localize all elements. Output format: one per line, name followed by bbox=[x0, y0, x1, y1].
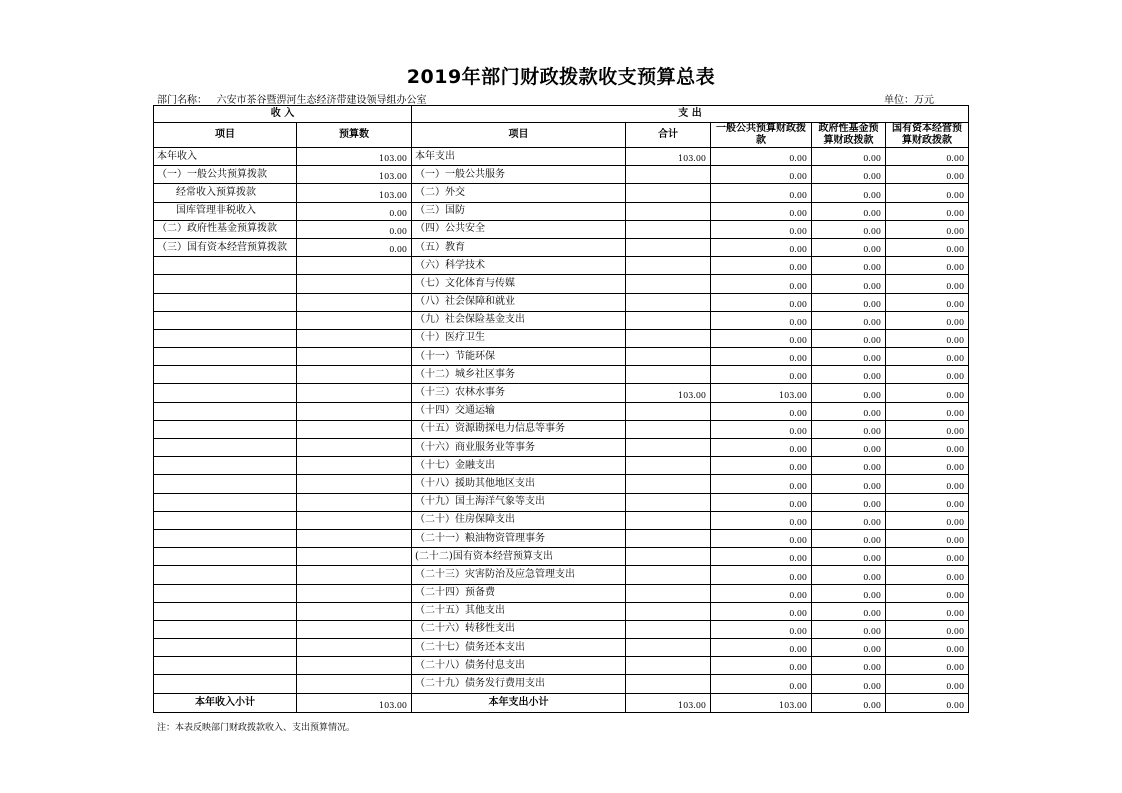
table-row bbox=[154, 548, 969, 566]
total-subtotal-value: 103.00 bbox=[626, 693, 711, 712]
expense-item-cell: 本年支出 bbox=[412, 148, 626, 166]
state-capital-header: 国有资本经营预算财政拨款 bbox=[886, 123, 969, 148]
total-cell: 103.00 bbox=[626, 148, 711, 166]
total-cell bbox=[626, 657, 711, 675]
expense-item-cell: （十八）援助其他地区支出 bbox=[412, 475, 626, 493]
table-row bbox=[154, 457, 969, 475]
income-value-cell bbox=[297, 511, 412, 529]
department-label: 部门名称： bbox=[157, 95, 207, 106]
income-value-cell bbox=[297, 402, 412, 420]
income-section-header: 收 入 bbox=[154, 106, 412, 123]
gov-fund-cell: 0.00 bbox=[812, 457, 886, 475]
total-cell bbox=[626, 366, 711, 384]
state-capital-cell: 0.00 bbox=[886, 566, 969, 584]
general-budget-cell: 0.00 bbox=[711, 348, 812, 366]
general-budget-cell: 0.00 bbox=[711, 329, 812, 347]
state-capital-cell: 0.00 bbox=[886, 384, 969, 402]
general-budget-cell: 0.00 bbox=[711, 657, 812, 675]
income-value-cell bbox=[297, 475, 412, 493]
total-cell bbox=[626, 184, 711, 202]
general-budget-cell: 0.00 bbox=[711, 457, 812, 475]
expense-item-cell: （二）外交 bbox=[412, 184, 626, 202]
income-value-cell: 0.00 bbox=[297, 238, 412, 256]
expense-item-cell: （二十九）债务发行费用支出 bbox=[412, 675, 626, 693]
income-item-cell bbox=[154, 620, 297, 638]
general-budget-cell: 0.00 bbox=[711, 220, 812, 238]
gov-fund-cell: 0.00 bbox=[812, 548, 886, 566]
income-item-cell bbox=[154, 657, 297, 675]
table-row bbox=[154, 329, 969, 347]
expense-section-header: 支 出 bbox=[412, 106, 969, 123]
general-budget-cell: 0.00 bbox=[711, 584, 812, 602]
state-capital-cell: 0.00 bbox=[886, 584, 969, 602]
unit-label: 单位：万元 bbox=[884, 95, 934, 106]
state-capital-cell: 0.00 bbox=[886, 548, 969, 566]
expense-item-cell: （二十四）预备费 bbox=[412, 584, 626, 602]
total-cell bbox=[626, 257, 711, 275]
state-capital-cell: 0.00 bbox=[886, 348, 969, 366]
general-budget-cell: 0.00 bbox=[711, 566, 812, 584]
section-header-row bbox=[154, 106, 969, 123]
gov-fund-cell: 0.00 bbox=[812, 529, 886, 547]
gov-fund-cell: 0.00 bbox=[812, 311, 886, 329]
gov-fund-cell: 0.00 bbox=[812, 220, 886, 238]
table-row bbox=[154, 166, 969, 184]
expense-item-cell: （十七）金融支出 bbox=[412, 457, 626, 475]
expense-item-cell: （四）公共安全 bbox=[412, 220, 626, 238]
income-item-cell bbox=[154, 566, 297, 584]
income-value-cell bbox=[297, 584, 412, 602]
income-value-cell bbox=[297, 311, 412, 329]
state-capital-cell: 0.00 bbox=[886, 257, 969, 275]
gov-fund-cell: 0.00 bbox=[812, 602, 886, 620]
total-cell bbox=[626, 566, 711, 584]
table-row bbox=[154, 275, 969, 293]
gov-fund-cell: 0.00 bbox=[812, 348, 886, 366]
expense-item-cell: （十四）交通运输 bbox=[412, 402, 626, 420]
income-item-cell bbox=[154, 311, 297, 329]
general-budget-cell: 0.00 bbox=[711, 529, 812, 547]
general-budget-cell: 0.00 bbox=[711, 238, 812, 256]
income-value-cell bbox=[297, 439, 412, 457]
state-capital-cell: 0.00 bbox=[886, 275, 969, 293]
gov-fund-cell: 0.00 bbox=[812, 439, 886, 457]
general-budget-cell: 0.00 bbox=[711, 511, 812, 529]
gov-fund-cell: 0.00 bbox=[812, 202, 886, 220]
department-name: 六安市茶谷暨淠河生态经济带建设领导组办公室 bbox=[216, 95, 427, 106]
state-capital-cell: 0.00 bbox=[886, 293, 969, 311]
state-capital-cell: 0.00 bbox=[886, 675, 969, 693]
total-cell bbox=[626, 548, 711, 566]
income-value-cell bbox=[297, 366, 412, 384]
table-row bbox=[154, 620, 969, 638]
table-row bbox=[154, 657, 969, 675]
expense-item-cell: （二十五）其他支出 bbox=[412, 602, 626, 620]
gov-fund-cell: 0.00 bbox=[812, 420, 886, 438]
table-row bbox=[154, 238, 969, 256]
expense-item-cell: （七）文化体育与传媒 bbox=[412, 275, 626, 293]
expense-item-cell: （二十六）转移性支出 bbox=[412, 620, 626, 638]
table-row bbox=[154, 184, 969, 202]
gov-fund-cell: 0.00 bbox=[812, 584, 886, 602]
income-item-cell bbox=[154, 548, 297, 566]
general-budget-cell: 0.00 bbox=[711, 202, 812, 220]
general-budget-cell: 0.00 bbox=[711, 602, 812, 620]
table-row bbox=[154, 348, 969, 366]
income-item-cell bbox=[154, 639, 297, 657]
state-capital-cell: 0.00 bbox=[886, 166, 969, 184]
table-row bbox=[154, 584, 969, 602]
state-capital-cell: 0.00 bbox=[886, 311, 969, 329]
expense-item-cell: （十九）国土海洋气象等支出 bbox=[412, 493, 626, 511]
gov-fund-cell: 0.00 bbox=[812, 366, 886, 384]
total-cell bbox=[626, 329, 711, 347]
state-capital-cell: 0.00 bbox=[886, 620, 969, 638]
income-item-cell bbox=[154, 293, 297, 311]
income-item-cell bbox=[154, 475, 297, 493]
general-budget-cell: 0.00 bbox=[711, 257, 812, 275]
income-value-cell: 103.00 bbox=[297, 184, 412, 202]
total-cell bbox=[626, 238, 711, 256]
general-budget-cell: 0.00 bbox=[711, 639, 812, 657]
state-capital-cell: 0.00 bbox=[886, 148, 969, 166]
income-item-cell bbox=[154, 602, 297, 620]
income-value-cell bbox=[297, 657, 412, 675]
gov-fund-cell: 0.00 bbox=[812, 293, 886, 311]
income-item-cell bbox=[154, 511, 297, 529]
general-budget-cell: 0.00 bbox=[711, 439, 812, 457]
income-item-cell bbox=[154, 384, 297, 402]
table-row bbox=[154, 366, 969, 384]
general-budget-cell: 0.00 bbox=[711, 184, 812, 202]
income-value-cell: 103.00 bbox=[297, 166, 412, 184]
income-value-cell: 103.00 bbox=[297, 148, 412, 166]
footnote: 注：本表反映部门财政拨款收入、支出预算情况。 bbox=[157, 723, 356, 733]
income-item-cell: （一）一般公共预算拨款 bbox=[154, 166, 297, 184]
income-value-cell: 0.00 bbox=[297, 202, 412, 220]
income-item-cell: （三）国有资本经营预算拨款 bbox=[154, 238, 297, 256]
table-row bbox=[154, 475, 969, 493]
total-cell bbox=[626, 220, 711, 238]
general-budget-cell: 0.00 bbox=[711, 293, 812, 311]
income-value-cell: 0.00 bbox=[297, 220, 412, 238]
table-row bbox=[154, 439, 969, 457]
income-item-cell bbox=[154, 348, 297, 366]
expense-item-cell: (二十二)国有资本经营预算支出 bbox=[412, 548, 626, 566]
expense-item-cell: （九）社会保险基金支出 bbox=[412, 311, 626, 329]
income-budget-header: 预算数 bbox=[297, 123, 412, 148]
income-value-cell bbox=[297, 548, 412, 566]
total-cell: 103.00 bbox=[626, 384, 711, 402]
income-value-cell bbox=[297, 602, 412, 620]
general-budget-cell: 0.00 bbox=[711, 148, 812, 166]
total-cell bbox=[626, 639, 711, 657]
income-value-cell bbox=[297, 675, 412, 693]
gov-fund-cell: 0.00 bbox=[812, 620, 886, 638]
gov-fund-cell: 0.00 bbox=[812, 639, 886, 657]
income-subtotal-label: 本年收入小计 bbox=[154, 693, 297, 712]
table-row bbox=[154, 602, 969, 620]
state-capital-cell: 0.00 bbox=[886, 457, 969, 475]
state-capital-cell: 0.00 bbox=[886, 329, 969, 347]
expense-item-cell: （十五）资源勘探电力信息等事务 bbox=[412, 420, 626, 438]
gov-fund-cell: 0.00 bbox=[812, 238, 886, 256]
budget-table bbox=[153, 105, 969, 713]
state-subtotal-value: 0.00 bbox=[886, 693, 969, 712]
expense-subtotal-label: 本年支出小计 bbox=[412, 693, 626, 712]
income-item-cell bbox=[154, 529, 297, 547]
state-capital-cell: 0.00 bbox=[886, 639, 969, 657]
income-item-cell bbox=[154, 584, 297, 602]
table-row bbox=[154, 420, 969, 438]
state-capital-cell: 0.00 bbox=[886, 529, 969, 547]
gov-fund-cell: 0.00 bbox=[812, 566, 886, 584]
table-row bbox=[154, 311, 969, 329]
state-capital-cell: 0.00 bbox=[886, 420, 969, 438]
state-capital-cell: 0.00 bbox=[886, 493, 969, 511]
income-value-cell bbox=[297, 348, 412, 366]
income-value-cell bbox=[297, 457, 412, 475]
subtotal-row bbox=[154, 693, 969, 712]
income-value-cell bbox=[297, 639, 412, 657]
table-row bbox=[154, 493, 969, 511]
expense-item-cell: （二十一）粮油物资管理事务 bbox=[412, 529, 626, 547]
general-budget-cell: 0.00 bbox=[711, 275, 812, 293]
general-budget-cell: 0.00 bbox=[711, 166, 812, 184]
income-item-cell bbox=[154, 420, 297, 438]
income-item-cell: （二）政府性基金预算拨款 bbox=[154, 220, 297, 238]
total-cell bbox=[626, 457, 711, 475]
income-value-cell bbox=[297, 329, 412, 347]
gov-fund-cell: 0.00 bbox=[812, 657, 886, 675]
gov-fund-cell: 0.00 bbox=[812, 329, 886, 347]
gov-fund-cell: 0.00 bbox=[812, 475, 886, 493]
expense-item-cell: （十一）节能环保 bbox=[412, 348, 626, 366]
state-capital-cell: 0.00 bbox=[886, 511, 969, 529]
general-budget-cell: 0.00 bbox=[711, 402, 812, 420]
income-item-cell: 经常收入预算拨款 bbox=[154, 184, 297, 202]
total-cell bbox=[626, 311, 711, 329]
gov-fund-cell: 0.00 bbox=[812, 184, 886, 202]
state-capital-cell: 0.00 bbox=[886, 475, 969, 493]
income-item-cell: 国库管理非税收入 bbox=[154, 202, 297, 220]
state-capital-cell: 0.00 bbox=[886, 402, 969, 420]
gov-fund-cell: 0.00 bbox=[812, 511, 886, 529]
income-value-cell bbox=[297, 529, 412, 547]
expense-item-cell: （八）社会保障和就业 bbox=[412, 293, 626, 311]
general-budget-cell: 0.00 bbox=[711, 548, 812, 566]
income-value-cell bbox=[297, 420, 412, 438]
total-header: 合计 bbox=[626, 123, 711, 148]
table-row bbox=[154, 148, 969, 166]
gov-fund-cell: 0.00 bbox=[812, 675, 886, 693]
general-budget-header: 一般公共预算财政拨款 bbox=[711, 123, 812, 148]
income-value-cell bbox=[297, 493, 412, 511]
total-cell bbox=[626, 439, 711, 457]
state-capital-cell: 0.00 bbox=[886, 602, 969, 620]
gov-fund-cell: 0.00 bbox=[812, 275, 886, 293]
column-header-row bbox=[154, 123, 969, 148]
expense-item-header: 项目 bbox=[412, 123, 626, 148]
income-item-cell bbox=[154, 257, 297, 275]
income-item-cell bbox=[154, 275, 297, 293]
total-cell bbox=[626, 475, 711, 493]
gov-subtotal-value: 0.00 bbox=[812, 693, 886, 712]
general-budget-cell: 0.00 bbox=[711, 475, 812, 493]
gov-fund-cell: 0.00 bbox=[812, 402, 886, 420]
general-budget-cell: 0.00 bbox=[711, 620, 812, 638]
expense-item-cell: （十）医疗卫生 bbox=[412, 329, 626, 347]
total-cell bbox=[626, 602, 711, 620]
table-row bbox=[154, 293, 969, 311]
expense-item-cell: （一）一般公共服务 bbox=[412, 166, 626, 184]
gov-fund-header: 政府性基金预算财政拨款 bbox=[812, 123, 886, 148]
income-value-cell bbox=[297, 293, 412, 311]
page-title: 2019年部门财政拨款收支预算总表 bbox=[406, 66, 716, 88]
total-cell bbox=[626, 275, 711, 293]
expense-item-cell: （五）教育 bbox=[412, 238, 626, 256]
income-item-cell bbox=[154, 329, 297, 347]
general-budget-cell: 0.00 bbox=[711, 420, 812, 438]
income-value-cell bbox=[297, 384, 412, 402]
table-row bbox=[154, 511, 969, 529]
expense-item-cell: （十二）城乡社区事务 bbox=[412, 366, 626, 384]
total-cell bbox=[626, 529, 711, 547]
general-budget-cell: 0.00 bbox=[711, 493, 812, 511]
total-cell bbox=[626, 202, 711, 220]
income-subtotal-value: 103.00 bbox=[297, 693, 412, 712]
gov-fund-cell: 0.00 bbox=[812, 166, 886, 184]
table-row bbox=[154, 384, 969, 402]
income-value-cell bbox=[297, 620, 412, 638]
expense-item-cell: （十三）农林水事务 bbox=[412, 384, 626, 402]
income-item-cell bbox=[154, 402, 297, 420]
expense-item-cell: （六）科学技术 bbox=[412, 257, 626, 275]
state-capital-cell: 0.00 bbox=[886, 220, 969, 238]
expense-item-cell: （二十）住房保障支出 bbox=[412, 511, 626, 529]
expense-item-cell: （二十八）债务付息支出 bbox=[412, 657, 626, 675]
gov-fund-cell: 0.00 bbox=[812, 384, 886, 402]
table-row bbox=[154, 639, 969, 657]
expense-item-cell: （二十七）债务还本支出 bbox=[412, 639, 626, 657]
general-budget-cell: 0.00 bbox=[711, 675, 812, 693]
table-row bbox=[154, 529, 969, 547]
income-item-cell bbox=[154, 493, 297, 511]
gov-fund-cell: 0.00 bbox=[812, 493, 886, 511]
state-capital-cell: 0.00 bbox=[886, 657, 969, 675]
expense-item-cell: （三）国防 bbox=[412, 202, 626, 220]
income-value-cell bbox=[297, 566, 412, 584]
state-capital-cell: 0.00 bbox=[886, 238, 969, 256]
table-row bbox=[154, 202, 969, 220]
expense-item-cell: （十六）商业服务业等事务 bbox=[412, 439, 626, 457]
total-cell bbox=[626, 493, 711, 511]
income-item-header: 项目 bbox=[154, 123, 297, 148]
gov-fund-cell: 0.00 bbox=[812, 257, 886, 275]
gov-fund-cell: 0.00 bbox=[812, 148, 886, 166]
table-row bbox=[154, 566, 969, 584]
income-item-cell bbox=[154, 439, 297, 457]
total-cell bbox=[626, 293, 711, 311]
general-budget-cell: 103.00 bbox=[711, 384, 812, 402]
state-capital-cell: 0.00 bbox=[886, 439, 969, 457]
total-cell bbox=[626, 402, 711, 420]
income-item-cell bbox=[154, 366, 297, 384]
state-capital-cell: 0.00 bbox=[886, 366, 969, 384]
table-row bbox=[154, 402, 969, 420]
total-cell bbox=[626, 348, 711, 366]
department-line bbox=[157, 91, 427, 106]
table-row bbox=[154, 220, 969, 238]
total-cell bbox=[626, 511, 711, 529]
income-value-cell bbox=[297, 275, 412, 293]
total-cell bbox=[626, 420, 711, 438]
table-row bbox=[154, 675, 969, 693]
general-budget-cell: 0.00 bbox=[711, 311, 812, 329]
income-item-cell bbox=[154, 457, 297, 475]
total-cell bbox=[626, 675, 711, 693]
state-capital-cell: 0.00 bbox=[886, 184, 969, 202]
total-cell bbox=[626, 166, 711, 184]
table-row bbox=[154, 257, 969, 275]
total-cell bbox=[626, 584, 711, 602]
total-cell bbox=[626, 620, 711, 638]
general-budget-cell: 0.00 bbox=[711, 366, 812, 384]
state-capital-cell: 0.00 bbox=[886, 202, 969, 220]
income-item-cell: 本年收入 bbox=[154, 148, 297, 166]
general-subtotal-value: 103.00 bbox=[711, 693, 812, 712]
income-value-cell bbox=[297, 257, 412, 275]
expense-item-cell: （二十三）灾害防治及应急管理支出 bbox=[412, 566, 626, 584]
income-item-cell bbox=[154, 675, 297, 693]
